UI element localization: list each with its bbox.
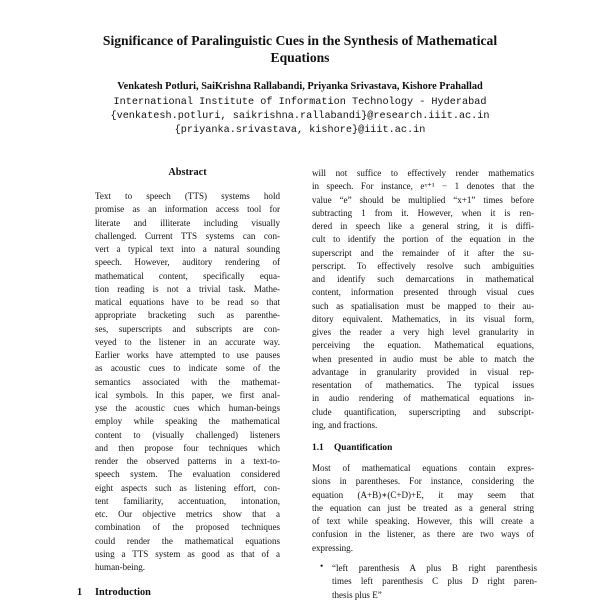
bullet-text-line: “left parenthesis A plus B right parenthesis [332, 563, 537, 573]
abstract-line: yse the acoustic cues which human-beings [95, 403, 280, 413]
body-text-line: superscript and the remainder of it after the su- [312, 247, 534, 258]
right-column-paragraph [312, 167, 534, 432]
abstract-line: veyed to the listener in an accurate way. [95, 336, 280, 347]
abstract-line: human-being. [95, 562, 145, 572]
abstract-line: promise as an information access tool for [95, 204, 280, 215]
abstract-line: etc. Our objective metrics show that a [95, 509, 280, 519]
subsection-heading-quantification [312, 443, 392, 453]
abstract-line: speech. However, auditory rendering of [95, 257, 280, 268]
body-text-line: the equation can just be treated as a general string [312, 502, 534, 513]
body-text-line: cult to identify the portion of the equation in the [312, 234, 534, 245]
section-number: 1 [77, 587, 83, 598]
abstract-line: ical symbols. In this paper, we first anal- [95, 389, 280, 400]
body-text-line: sions in parentheses. For instance, considering the [312, 476, 534, 487]
body-text-line: of text while speaking. However, this will create a [312, 516, 534, 526]
body-text-line: when presented in audio must be able to match the [312, 353, 534, 364]
body-text-line: expressing. [312, 542, 353, 553]
abstract-line: as acoustic cues to indicate some of the [95, 363, 280, 374]
author-list: Venkatesh Potluri, SaiKrishna Rallabandi, Priyanka Srivastava, Kishore Prahallad [117, 81, 483, 92]
abstract-line: speech system. The evaluation considered [95, 469, 280, 480]
abstract-line: could render the mathematical equations [95, 535, 280, 546]
abstract-line: using a TTS system as good as that of a [95, 548, 280, 559]
abstract-line: render the observed patterns in a text-to- [95, 456, 280, 466]
body-text-line: clude quantification, superscripting and subscript- [312, 406, 534, 417]
body-text-line: perceiving the equation. Mathematical equations, [312, 340, 534, 351]
section-heading-introduction [77, 587, 151, 598]
email-line-2: {priyanka.srivastava, kishore}@iiit.ac.in [174, 125, 426, 136]
subsection-title: Quantification [334, 443, 393, 453]
body-text-line: confusion in the listener, as there are two ways of [312, 529, 534, 540]
subsection-number: 1.1 [312, 443, 324, 453]
section-title: Introduction [95, 587, 151, 598]
body-text-line: gives the reader a very high level granularity in [312, 327, 534, 337]
abstract-line: ses, superscripts and subscripts are con- [95, 323, 280, 334]
body-text-line: Most of mathematical equations contain expres- [312, 463, 534, 473]
paper-title [60, 33, 540, 66]
abstract-line: tion reading is not a trivial task. Mathe- [95, 283, 280, 294]
abstract-line: appropriate bracketing such as parenthe- [95, 310, 280, 321]
body-text-line: in audio rendering of mathematical equations in- [312, 393, 534, 404]
body-text-line: subtracting 1 from it. However, when it is ren- [312, 207, 534, 218]
body-text-line: and identify such demarcations in mathematical [312, 274, 534, 284]
abstract-heading: Abstract [168, 167, 207, 178]
body-text-line: such as spatialisation must be mapped to their au- [312, 300, 534, 311]
body-text-line: perscript. To effectively resolve such ambiguities [312, 260, 534, 271]
affiliation: International Institute of Information Technology - Hyderabad [113, 97, 487, 108]
body-text-line: ditory equivalent. Mathematics, in its visual form, [312, 313, 534, 324]
bullet-marker: • [320, 562, 324, 572]
email-line-1: {venkatesh.potluri, saikrishna.rallabandi}@research.iiit.ac.in [110, 111, 490, 122]
abstract-line: challenged. Current TTS systems can con- [95, 230, 280, 241]
body-text-line: will not suffice to effectively render mathematics [312, 168, 534, 178]
body-text-line: ing, and fractions. [312, 419, 378, 430]
abstract-line: vert a typical text into a natural sounding [95, 244, 280, 254]
body-text-line: resentation of mathematics. The typical issues [312, 380, 534, 390]
body-text-line: dered in speech like a general string, it is diffi- [312, 221, 534, 231]
bullet-text-line: times left parenthesis C plus D right paren- [332, 576, 537, 587]
abstract-line: mathematical content, specifically equa- [95, 270, 280, 281]
body-text-line: content, information presented through visual cues [312, 287, 534, 298]
quantification-paragraph [312, 462, 534, 555]
abstract-line: eight aspects such as listening effort, con- [95, 482, 280, 493]
body-text-line: advantage in granularity provided in visual rep- [312, 366, 534, 377]
abstract-line: employ while speaking the mathematical [95, 416, 280, 427]
abstract-line: semantics associated with the mathemat- [95, 376, 280, 387]
abstract-line: Text to speech (TTS) systems hold [95, 191, 280, 201]
abstract-line: and then propose four techniques which [95, 442, 280, 453]
body-text-line: equation (A+B)∗(C+D)+E, it may seem that [312, 489, 534, 500]
title-line-2: Equations [270, 49, 330, 65]
body-text-line: in speech. For instance, eˣ⁺¹ − 1 denotes that the [312, 181, 534, 192]
abstract-line: combination of the proposed techniques [95, 522, 280, 533]
bullet-text-line: thesis plus E” [332, 589, 382, 600]
abstract-line: tent familiarity, accentuation, intonation, [95, 495, 280, 506]
abstract-line: literate and illiterate including visually [95, 217, 280, 228]
abstract-line: matical equations have to be read so that [95, 297, 280, 307]
title-line-1: Significance of Paralinguistic Cues in the Synthesis of Mathematical [102, 33, 498, 48]
abstract-line: Earlier works have attempted to use pauses [95, 350, 280, 360]
body-text-line: value “e” should be multiplied “x+1” times before [312, 194, 534, 205]
bullet-item [332, 562, 537, 602]
abstract-line: content to (visually challenged) listeners [95, 429, 280, 440]
abstract-body [95, 190, 280, 574]
